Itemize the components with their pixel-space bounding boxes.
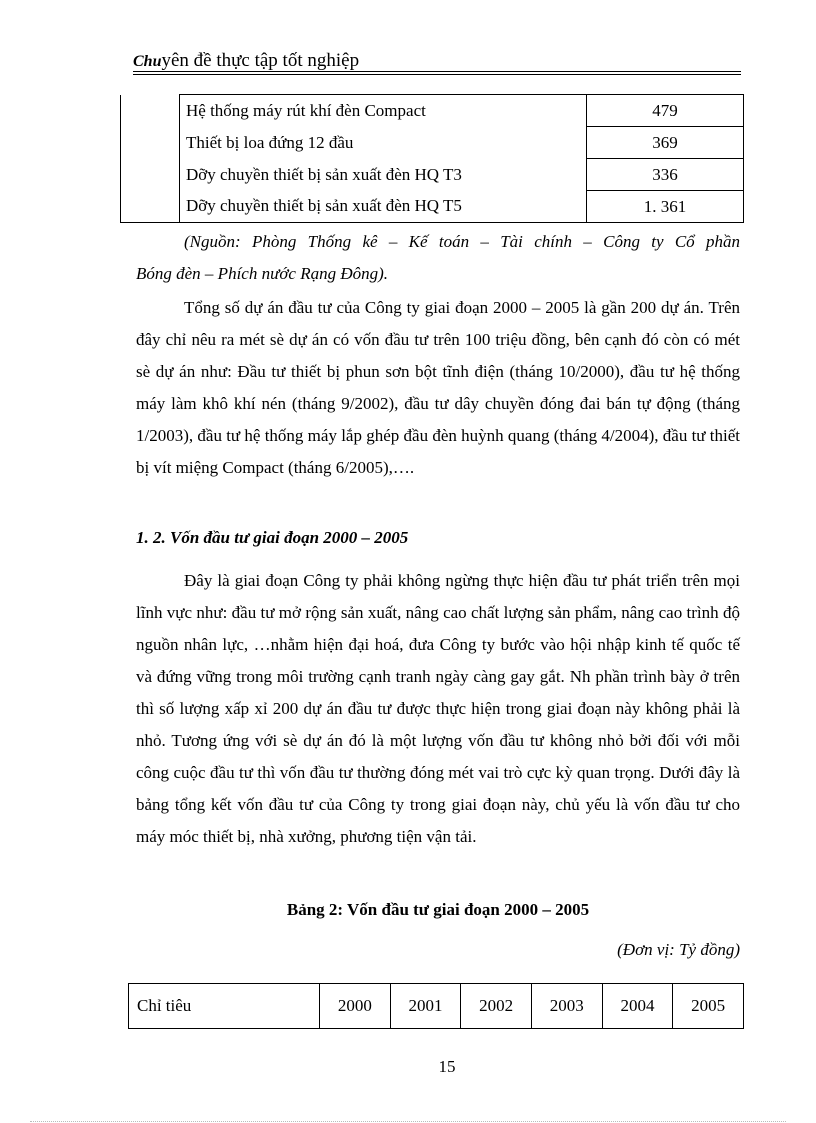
column-header-year: 2001 (390, 984, 461, 1029)
page-header (133, 50, 741, 72)
project-value: 336 (587, 159, 744, 191)
paragraph-investment: Đây là giai đoạn Công ty phải không ngừng thực hiện đầu tư phát triển trên mọi lĩnh vực như: đầu tư mở rộng sản xuất, nâng cao chất lượng sản phẩm, nâng cao trình độ nguồn nhân lực, …nhằm hiện đại hoá, đưa Công ty bước vào hội nhập kinh tế quốc tế và đứng vững trong môi trường cạnh tranh ngày càng gay gắt. Nh phần trình bày ở trên thì số lượng xấp xỉ 200 dự án đầu tư được thực hiện trong giai đoạn này không phải là nhỏ. Tương ứng với sè dự án đó là một lượng vốn đầu tư không nhỏ bởi đối với mỗi công cuộc đầu tư thì vốn đầu tư thường đóng mét vai trò cực kỳ quan trọng. Dưới đây là bảng tổng kết vốn đầu tư của Công ty trong giai đoạn này, chủ yếu là vốn đầu tư cho máy móc thiết bị, nhà xưởng, phương tiện vận tải. (136, 571, 740, 846)
table-row (121, 127, 744, 159)
table-row (121, 191, 744, 223)
table-cell-empty (121, 191, 180, 223)
source-line-2: Bóng đèn – Phích nước Rạng Đông). (136, 264, 389, 283)
table-unit: (Đơn vị: Tỷ đồng) (617, 940, 740, 959)
page-number: 15 (438, 1057, 456, 1076)
project-value: 369 (587, 127, 744, 159)
header-rule-double (133, 74, 741, 75)
table-cell-empty (121, 127, 180, 159)
header-lead: Chu (133, 53, 162, 70)
project-name: Hệ thống máy rút khí đèn Compact (180, 95, 587, 127)
column-header-year: 2004 (602, 984, 673, 1029)
paragraph-projects: Tổng số dự án đầu tư của Công ty giai đoạn 2000 – 2005 là gần 200 dự án. Trên đây chỉ nêu ra mét sè dự án có vốn đầu tư trên 100 triệu đồng, bên cạnh đó còn có mét sè dự án như: Đầu tư thiết bị phun sơn bột tĩnh điện (tháng 10/2000), đầu tư hệ thống máy làm khô khí nén (tháng 9/2002), đầu tư dây chuyền đóng đai bán tự động (tháng 1/2003), đầu tư hệ thống máy lắp ghép đầu đèn huỳnh quang (tháng 4/2004), đầu tư thiết bị vít miệng Compact (tháng 6/2005),…. (136, 298, 740, 477)
source-note (136, 226, 740, 290)
header-rule (133, 71, 741, 72)
table-cell-empty (121, 95, 180, 127)
table-cell-empty (121, 159, 180, 191)
column-header-year: 2000 (320, 984, 391, 1029)
project-name: Dỡy chuyền thiết bị sản xuất đèn HQ T5 (180, 191, 587, 223)
column-header-indicator: Chỉ tiêu (129, 984, 320, 1029)
investment-table (128, 983, 744, 1029)
header-title: yên đề thực tập tốt nghiệp (161, 50, 360, 71)
column-header-year: 2005 (673, 984, 744, 1029)
section-heading: 1. 2. Vốn đầu tư giai đoạn 2000 – 2005 (136, 528, 409, 547)
table-caption: Bảng 2: Vốn đầu tư giai đoạn 2000 – 2005 (286, 900, 590, 919)
projects-table (120, 94, 744, 223)
page-bottom-rule (30, 1121, 786, 1122)
table-row (121, 95, 744, 127)
column-header-year: 2003 (531, 984, 602, 1029)
project-value: 479 (587, 95, 744, 127)
project-value: 1. 361 (587, 191, 744, 223)
table-header-row (129, 984, 744, 1029)
source-line-1: (Nguồn: Phòng Thống kê – Kế toán – Tài chính – Công ty Cổ phần (184, 232, 740, 251)
project-name: Thiết bị loa đứng 12 đầu (180, 127, 587, 159)
project-name: Dỡy chuyền thiết bị sản xuất đèn HQ T3 (180, 159, 587, 191)
column-header-year: 2002 (461, 984, 532, 1029)
table-row (121, 159, 744, 191)
